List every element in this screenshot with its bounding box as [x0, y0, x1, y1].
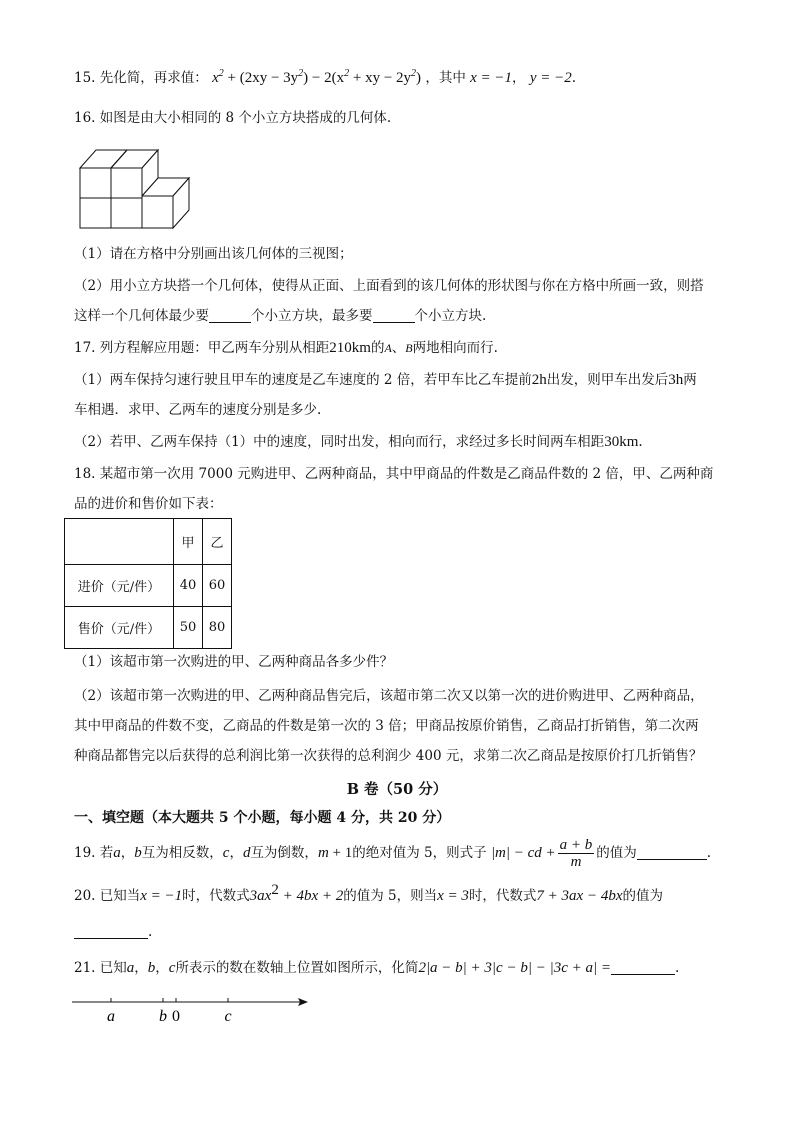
q15-suffix: ，其中: [425, 70, 466, 86]
q18-part1: （1）该超市第一次购进的甲、乙两种商品各多少件？: [74, 654, 394, 670]
answer-blank[interactable]: [373, 308, 415, 323]
q15-prefix: 15. 先化简，再求值：: [74, 70, 208, 86]
table-row: 售价（元/件） 50 80: [65, 607, 232, 649]
price-table: [64, 518, 232, 649]
section-b-title: B 卷（50 分）: [346, 781, 448, 798]
q16-part1: （1）请在方格中分别画出该几何体的三视图；: [74, 246, 353, 262]
q20-expression-2: 7 + 3ax − 4bx: [536, 888, 623, 904]
q15-cond-x: x = −1: [470, 70, 513, 86]
q18-stem-line1: 18. 某超市第一次用 7000 元购进甲、乙两种商品，其中甲商品的件数是乙商品件数的 2 倍，甲、乙两种商: [74, 466, 714, 482]
axis-label: c: [224, 1008, 232, 1025]
fraction: $\frac{a + b}{m}$: [559, 837, 593, 870]
q18-stem-line2: 品的进价和售价如下表：: [74, 496, 223, 512]
q15-expression: $x^2 + (2xy - 3y^2) - 2(x^2$ + xy − $2y^2$): [212, 68, 422, 86]
q21-line: 21. 已知a，b，c所表示的数在数轴上位置如图所示，化简2|a − b| + 3|c − b| − |3c + a| = .: [74, 960, 680, 976]
q20-answer-line: .: [74, 922, 152, 942]
q20-expression-1: $3ax^2 + 4bx + 2$: [249, 882, 344, 904]
q18-part2-line3: 种商品都售完以后获得的总利润比第一次获得的总利润少 400 元，求第二次乙商品是按原价打几折销售？: [74, 748, 703, 764]
cube-figure: [78, 140, 198, 232]
section-heading: 一、填空题（本大题共 5 个小题，每小题 4 分，共 20 分）: [74, 810, 451, 826]
q17-stem: 17. 列方程解应用题：甲乙两车分别从相距210km的A、B两地相向而行.: [74, 340, 498, 356]
q15-line: 15. 先化简，再求值： $x^2 + (2xy - 3y^2) - 2(x^2$ + xy − $2y^2$) ，其中 x = −1， y = −2.: [74, 68, 577, 86]
number-line: [64, 990, 314, 1030]
q16-part2-line1: （2）用小立方块搭一个几何体，使得从正面、上面看到的该几何体的形状图与你在方格中所画一致，则搭: [74, 278, 704, 294]
q15-cond-y: y = −2: [529, 70, 572, 86]
axis-label: 0: [172, 1008, 180, 1025]
table-row: 进价（元/件） 40 60: [65, 565, 232, 607]
answer-blank[interactable]: [209, 308, 251, 323]
q20-line: 20. 已知当x = −1时，代数式$3ax^2 + 4bx + 2$的值为 5，则当x = 3时，代数式7 + 3ax − 4bx的值为: [74, 882, 663, 904]
q17-part1-line2: 车相遇．求甲、乙两车的速度分别是多少.: [74, 402, 322, 418]
axis-label: b: [159, 1008, 167, 1025]
q16-part2-line2: 这样一个几何体最少要 个小立方块，最多要 个小立方块.: [74, 308, 487, 324]
axis-label: a: [107, 1008, 115, 1025]
q18-part2-line1: （2）该超市第一次购进的甲、乙两种商品售完后，该超市第二次又以第一次的进价购进甲、乙两种商品，: [74, 688, 704, 704]
q17-part1-line1: （1）两车保持匀速行驶且甲车的速度是乙车速度的 2 倍，若甲车比乙车提前2h出发，则甲车出发后3h两: [74, 372, 697, 388]
answer-blank[interactable]: [74, 924, 148, 939]
answer-blank[interactable]: [637, 845, 707, 860]
q16-stem: 16. 如图是由大小相同的 8 个小立方块搭成的几何体.: [74, 110, 392, 126]
answer-blank[interactable]: [611, 960, 675, 975]
q19-line: 19. 若a，b互为相反数，c，d互为倒数，m + 1的绝对值为 5，则式子 |m| − cd + $\frac{a + b}{m}$ 的值为 .: [74, 837, 712, 870]
table-header-row: 甲 乙: [65, 519, 232, 565]
q19-expression: |m| − cd +: [490, 845, 556, 861]
q21-expression: 2|a − b| + 3|c − b| − |3c + a| =: [418, 960, 611, 976]
q18-part2-line2: 其中甲商品的件数不变，乙商品的件数是第一次的 3 倍；甲商品按原价销售，乙商品打折销售，第二次两: [74, 718, 699, 734]
q17-part2: （2）若甲、乙两车保持（1）中的速度，同时出发，相向而行，求经过多长时间两车相距30km.: [74, 434, 643, 450]
